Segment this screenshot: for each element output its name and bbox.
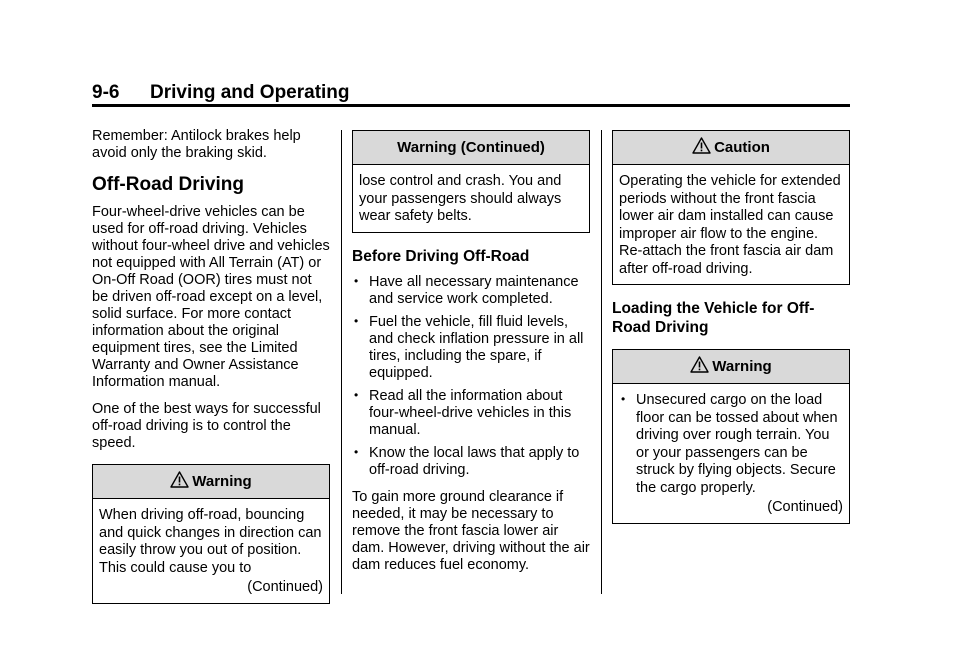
list-item: • Have all necessary maintenance and service work completed. [354, 273, 579, 307]
before-driving-heading: Before Driving Off-Road [352, 247, 530, 265]
bullet-icon: • [354, 313, 359, 328]
column-divider-2 [601, 130, 602, 594]
warning-box-title [93, 465, 329, 499]
continued-label: (Continued) [247, 579, 323, 595]
page-number: 9-6 [92, 82, 120, 103]
warning-body-text: When driving off-road, bouncing and quick changes in direction can easily throw you out of position. This could cause you to [99, 507, 322, 576]
bullet-icon: • [354, 387, 359, 402]
continued-label: (Continued) [767, 499, 843, 515]
column-1 [92, 128, 330, 616]
caution-box-body [613, 165, 849, 284]
warning-continued-title: Warning (Continued) [353, 131, 589, 165]
list-item: • Know the local laws that apply to off-road driving. [354, 444, 580, 478]
warning-2-list [619, 392, 843, 497]
ground-clearance-paragraph: To gain more ground clearance if needed, it may be necessary to remove the front fascia lower air dam. However, driving without the air dam reduces fuel economy. [352, 488, 590, 573]
warning-triangle-icon [690, 356, 709, 373]
intro-text: Remember: Antilock brakes help avoid only the braking skid. [92, 128, 301, 161]
off-road-paragraph-2: One of the best ways for successful off-road driving is to control the speed. [92, 401, 321, 451]
warning-2-title-text: Warning [712, 358, 772, 375]
warning-triangle-icon [170, 471, 189, 488]
warning-continued-text: lose control and crash. You and your passengers should always wear safety belts. [359, 173, 562, 224]
warning-title-text: Warning [192, 473, 252, 490]
loading-vehicle-heading: Loading the Vehicle for Off-Road Driving [612, 300, 815, 336]
column-2 [352, 128, 590, 584]
off-road-driving-heading: Off-Road Driving [92, 174, 244, 195]
page-header [92, 80, 850, 107]
before-driving-list [352, 274, 590, 479]
warning-box-body [93, 499, 329, 603]
list-item: • Read all the information about four-wheel-drive vehicles in this manual. [354, 387, 572, 438]
caution-triangle-icon [692, 137, 711, 154]
bullet-icon: • [354, 444, 359, 459]
caution-body-text: Operating the vehicle for extended periods without the front fascia lower air dam installed can cause improper air flow to the engine. Re-attach the front fascia air dam after off-road driving. [619, 173, 841, 277]
column-3 [612, 128, 850, 536]
warning-continued-body [353, 165, 589, 232]
off-road-paragraph-1: Four-wheel-drive vehicles can be used for off-road driving. Vehicles without four-wheel drive and vehicles not equipped with All Terrain (AT) or On-Off Road (OOR) tires must not be driven off-road except on a level, solid surface. For more contact information about the original equipment tires, see the Limited Warranty and Owner Assistance Information manual. [92, 204, 330, 390]
warning-continued-box [352, 130, 590, 233]
bullet-icon: • [621, 392, 626, 406]
warning-box-2-title [613, 350, 849, 384]
bullet-icon: • [354, 273, 359, 288]
list-item: • Fuel the vehicle, fill fluid levels, and check inflation pressure in all tires, including the spare, if equipped. [354, 313, 584, 381]
caution-box-title [613, 131, 849, 165]
section-title: Driving and Operating [150, 82, 350, 103]
caution-box [612, 130, 850, 285]
warning-box-2-body [613, 384, 849, 523]
list-item: • Unsecured cargo on the load floor can be tossed about when driving over rough terrain. You or your passengers can be struck by flying objects. Secure the cargo properly. [621, 392, 838, 496]
caution-title-text: Caution [714, 139, 770, 156]
column-divider-1 [341, 130, 342, 594]
warning-box-1 [92, 464, 330, 604]
warning-box-2 [612, 349, 850, 524]
